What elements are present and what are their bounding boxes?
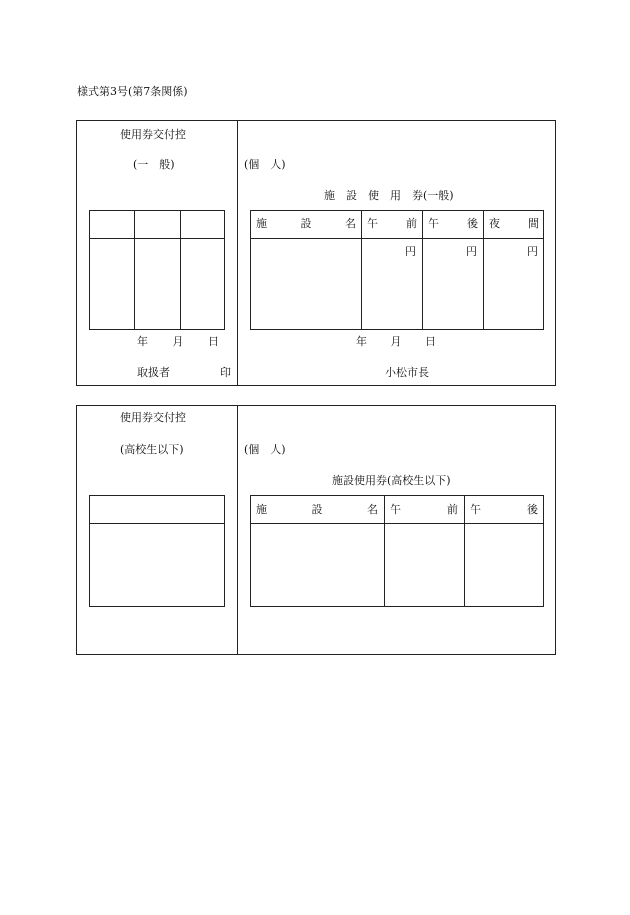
stub-category: (一 般)	[133, 158, 175, 171]
ticket-table-col-line	[384, 495, 385, 607]
header-facility-name: 施 設 名	[256, 217, 356, 230]
issue-date-line	[356, 336, 436, 348]
yen-unit-night: 円	[527, 245, 538, 258]
stub-record-table	[89, 210, 225, 330]
issue-date-year: 年	[356, 335, 367, 348]
stub-title: 使用券交付控	[120, 411, 186, 424]
ticket-table-col-line	[464, 495, 465, 607]
personal-label: (個 人)	[244, 443, 286, 456]
issue-date-month: 月	[390, 335, 402, 348]
stub-handler-label: 取扱者	[137, 366, 170, 379]
ticket-title: 施 設 使 用 券(一般)	[324, 189, 454, 202]
stub-date-year: 年	[137, 335, 148, 348]
form-number-heading: 様式第3号(第7条関係)	[77, 85, 188, 98]
ticket-table-header-line	[250, 523, 544, 524]
stub-date-day: 日	[208, 335, 219, 348]
personal-label: (個 人)	[244, 158, 286, 171]
stub-table-col-line	[180, 210, 181, 330]
ticket-table-header-line	[250, 238, 544, 239]
ticket-table-col-line	[361, 210, 362, 330]
stub-divider	[237, 120, 238, 386]
header-afternoon: 午 後	[428, 217, 478, 230]
yen-unit-afternoon: 円	[466, 245, 477, 258]
header-facility-name: 施 設 名	[256, 503, 378, 516]
stub-category: (高校生以下)	[120, 443, 184, 456]
stub-record-table	[89, 495, 225, 607]
stub-title: 使用券交付控	[120, 128, 186, 141]
stub-table-header-line	[89, 523, 225, 524]
stub-date-month: 月	[172, 335, 184, 348]
yen-unit-morning: 円	[405, 245, 416, 258]
stub-seal-label: 印	[220, 366, 231, 379]
header-afternoon: 午 後	[470, 503, 538, 516]
stub-table-header-line	[89, 238, 225, 239]
stub-date-line	[137, 336, 219, 348]
header-morning: 午 前	[390, 503, 458, 516]
issue-date-day: 日	[425, 335, 436, 348]
ticket-title: 施設使用券(高校生以下)	[332, 474, 451, 487]
ticket-table-col-line	[422, 210, 423, 330]
ticket-table-col-line	[483, 210, 484, 330]
issuer-label: 小松市長	[385, 366, 429, 379]
header-morning: 午 前	[367, 217, 417, 230]
stub-table-col-line	[134, 210, 135, 330]
stub-divider	[237, 405, 238, 655]
header-night: 夜 間	[489, 217, 539, 230]
